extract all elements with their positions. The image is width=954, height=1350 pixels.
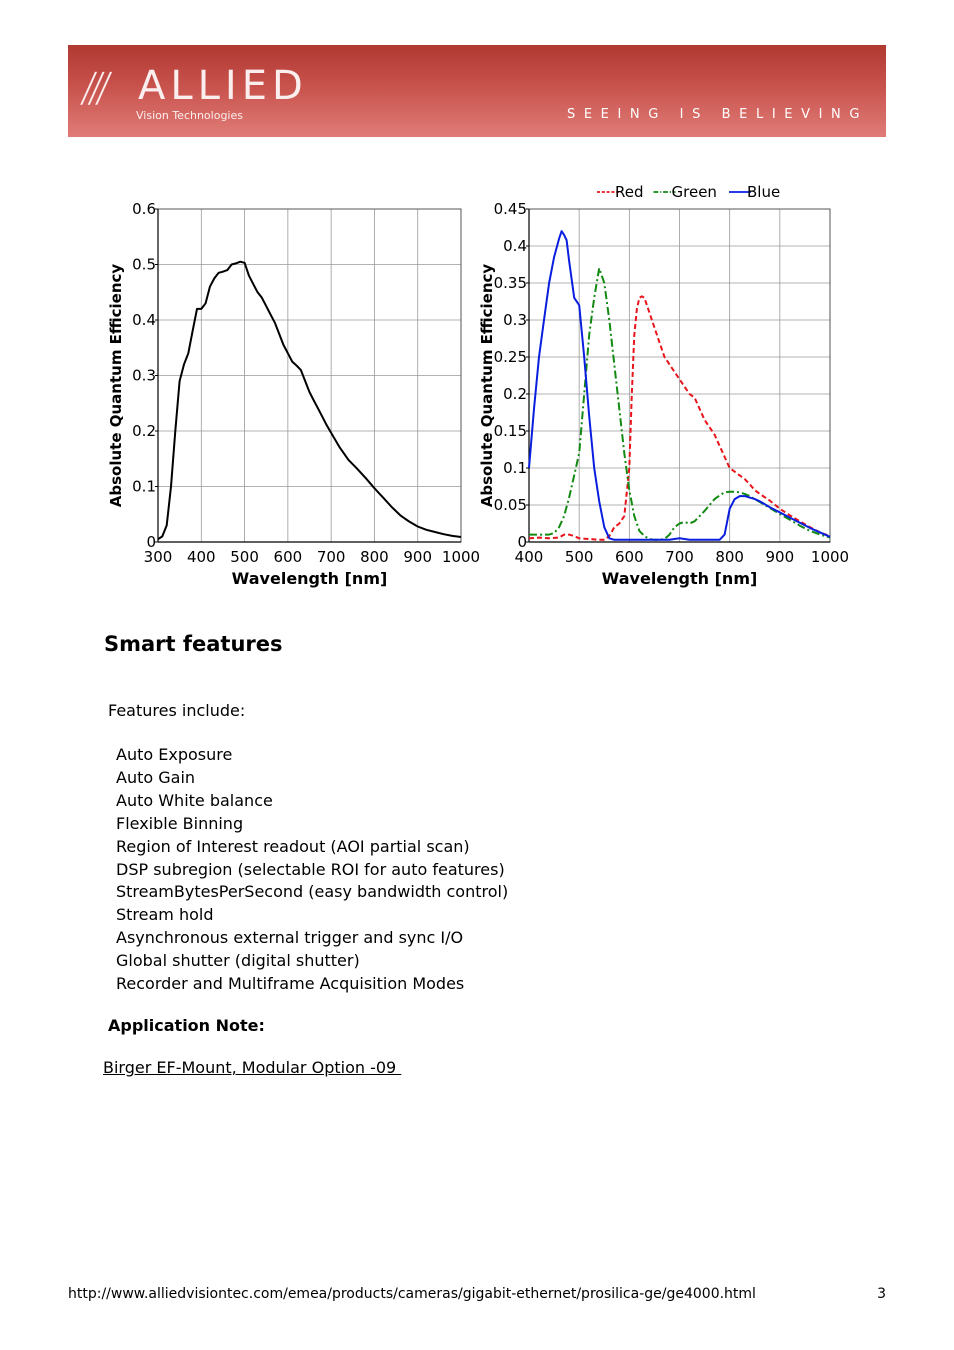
y-tick-label: 0 <box>146 533 156 551</box>
y-tick-label: 0.1 <box>503 459 527 477</box>
y-tick-label: 0.1 <box>132 477 156 496</box>
x-tick-label: 900 <box>403 548 433 566</box>
y-tick-label: 0.35 <box>493 274 527 292</box>
feature-item: Flexible Binning <box>116 813 244 833</box>
feature-item: Region of Interest readout (AOI partial scan) <box>116 836 470 856</box>
x-tick-label: 500 <box>230 548 259 566</box>
chart-color-quantum-efficiency <box>466 180 866 600</box>
feature-item: Recorder and Multiframe Acquisition Modes <box>116 974 465 994</box>
y-tick-label: 0.5 <box>132 255 156 274</box>
feature-item: DSP subregion (selectable ROI for auto features) <box>116 859 505 879</box>
feature-item: Auto Gain <box>116 767 196 787</box>
x-tick-label: 800 <box>715 548 744 566</box>
legend-label-green: Green <box>671 183 717 201</box>
x-axis-title: Wavelength [nm] <box>231 569 388 588</box>
x-tick-label: 600 <box>273 548 303 566</box>
x-tick-label: 600 <box>615 548 644 566</box>
series-line <box>158 262 461 540</box>
x-tick-label: 400 <box>186 548 216 566</box>
application-note-link[interactable]: Birger EF-Mount, Modular Option -09 <box>103 1058 402 1077</box>
y-tick-label: 0.3 <box>132 366 156 385</box>
feature-item: Auto White balance <box>116 790 273 810</box>
section-heading: Smart features <box>104 632 283 656</box>
x-tick-label: 1000 <box>810 548 850 566</box>
y-tick-label: 0.4 <box>132 311 156 329</box>
y-tick-label: 0 <box>517 533 527 551</box>
y-tick-label: 0.2 <box>132 422 156 440</box>
x-tick-label: 900 <box>765 548 795 566</box>
x-tick-label: 300 <box>143 548 173 566</box>
x-tick-label: 1000 <box>441 548 481 566</box>
y-tick-label: 0.25 <box>493 348 527 366</box>
x-tick-label: 800 <box>360 548 389 566</box>
features-list <box>116 744 508 996</box>
y-tick-label: 0.45 <box>493 200 527 218</box>
legend-label-blue: Blue <box>747 183 781 201</box>
legend-label-red: Red <box>615 183 644 201</box>
application-note-label: Application Note: <box>108 1016 265 1035</box>
feature-item: Global shutter (digital shutter) <box>116 951 360 971</box>
feature-item: Auto Exposure <box>116 745 233 764</box>
y-tick-label: 0.15 <box>493 422 527 440</box>
logo-wordmark: ALLIED <box>138 63 308 109</box>
x-tick-label: 500 <box>564 548 594 566</box>
logo-subtitle: Vision Technologies <box>136 109 243 122</box>
chart-mono-quantum-efficiency <box>100 180 490 600</box>
y-axis-title: Absolute Quantum Efficiency <box>107 263 125 508</box>
feature-item: Asynchronous external trigger and sync I/O <box>116 928 464 948</box>
page-number: 3 <box>877 1286 886 1302</box>
header-banner <box>68 45 886 137</box>
feature-item: StreamBytesPerSecond (easy bandwidth control) <box>116 882 509 902</box>
x-tick-label: 700 <box>665 548 694 566</box>
tagline: SEEING IS BELIEVING <box>566 107 868 122</box>
x-axis-title: Wavelength [nm] <box>601 569 758 588</box>
y-tick-label: 0.05 <box>493 496 527 514</box>
logo-slashes-icon: /// <box>78 65 108 111</box>
y-tick-label: 0.4 <box>503 237 527 255</box>
x-tick-label: 400 <box>514 548 544 566</box>
x-tick-label: 700 <box>316 548 346 566</box>
y-tick-label: 0.2 <box>503 385 527 403</box>
footer-url: http://www.alliedvisiontec.com/emea/products/cameras/gigabit-ethernet/prosilica-ge/ge4000.html <box>68 1286 756 1302</box>
y-tick-label: 0.6 <box>132 200 156 218</box>
y-axis-title: Absolute Quantum Efficiency <box>478 263 496 508</box>
features-intro: Features include: <box>108 701 246 720</box>
feature-item: Stream hold <box>116 905 214 925</box>
y-tick-label: 0.3 <box>503 311 527 329</box>
